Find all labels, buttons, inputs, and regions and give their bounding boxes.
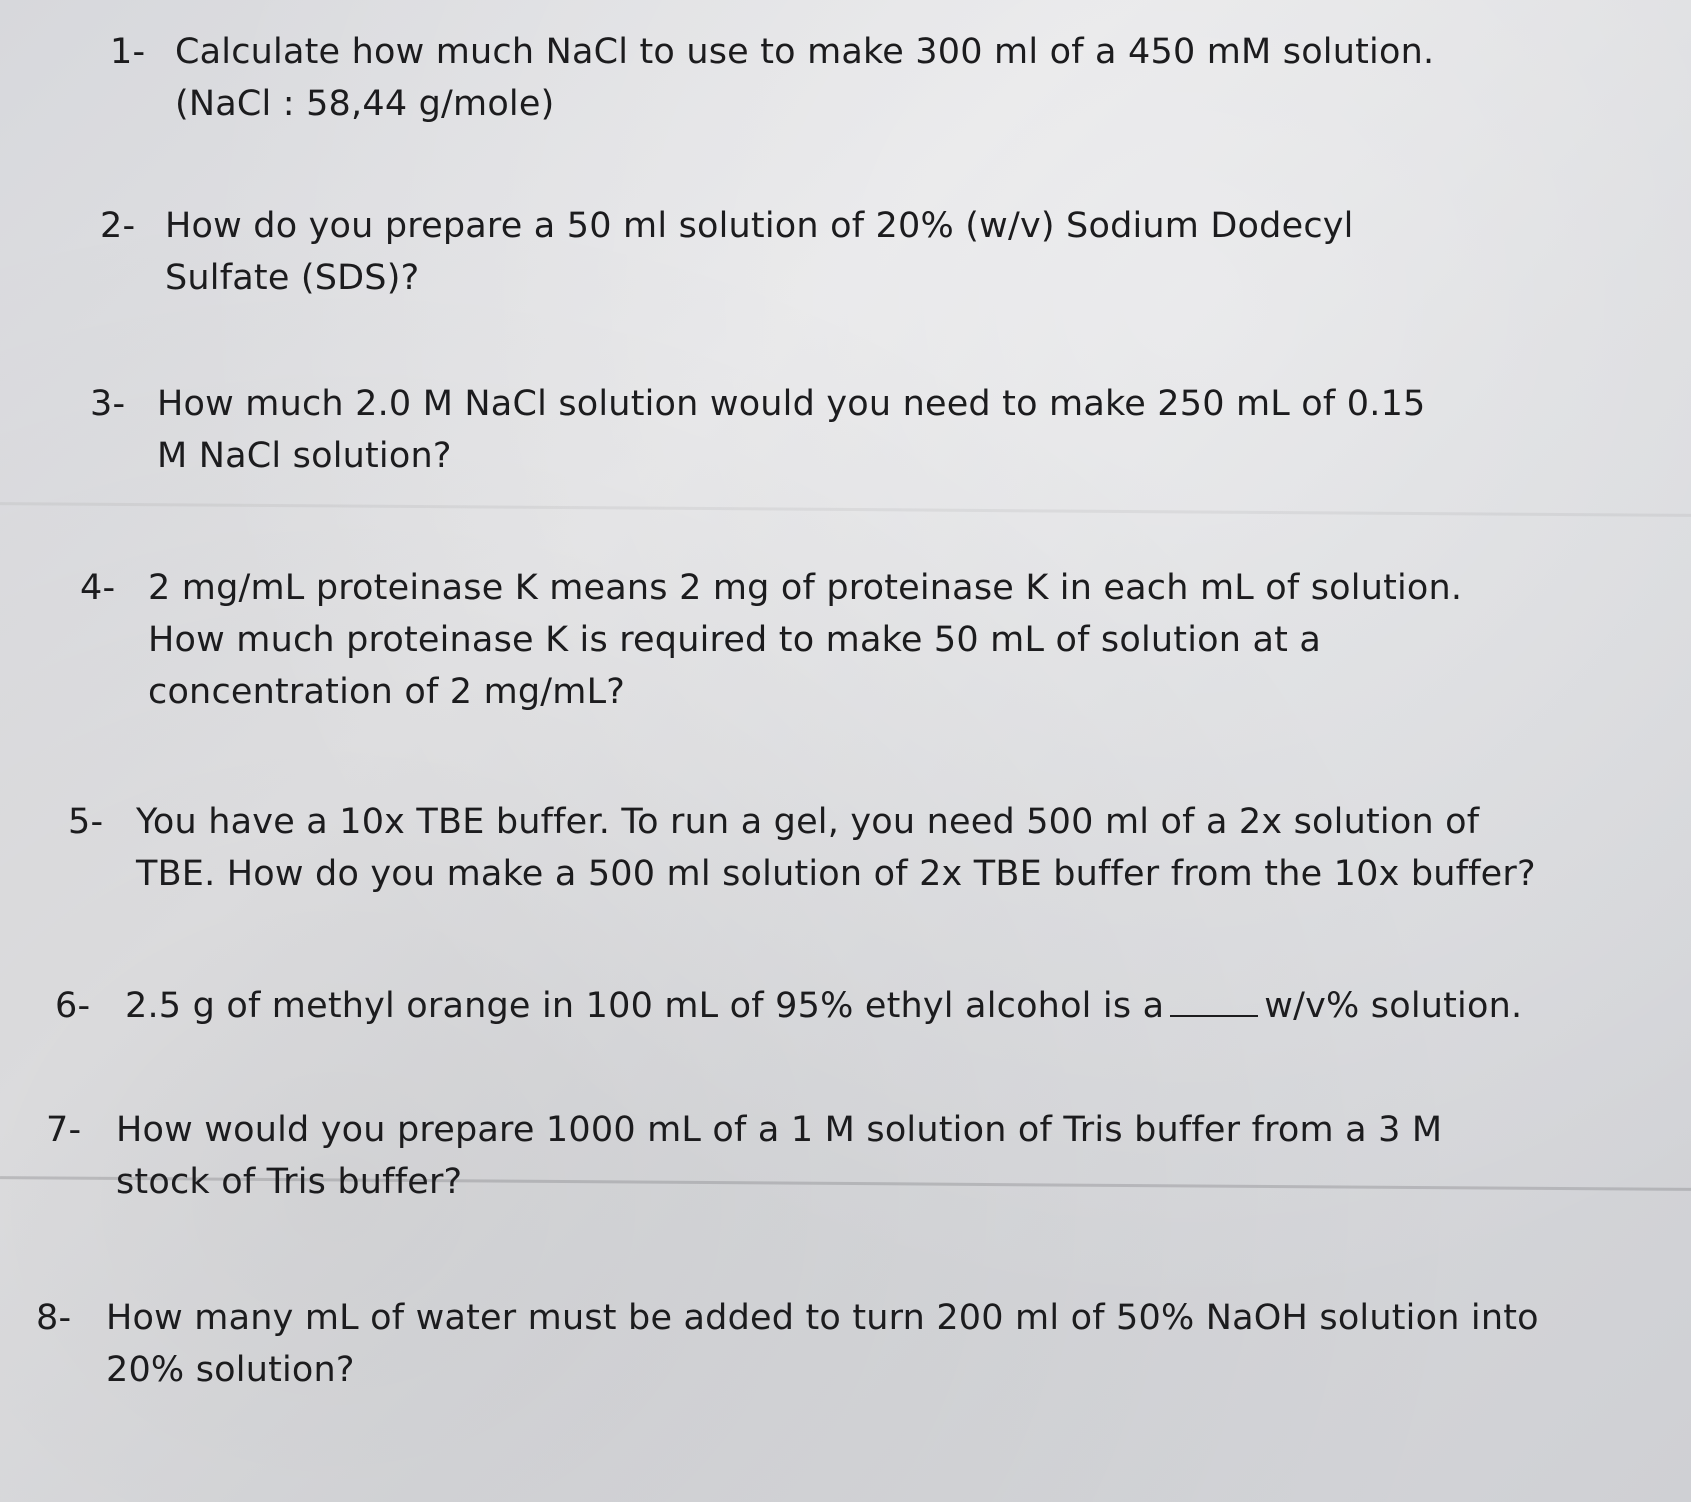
question-3 (90, 378, 1540, 488)
question-text-after-blank: w/v% solution. (1264, 986, 1523, 1026)
question-text: How much 2.0 M NaCl solution would you need to make 250 mL of 0.15 M NaCl solution? (157, 384, 1426, 476)
paper-fold-line (0, 502, 1691, 517)
question-number: 8- (36, 1298, 72, 1338)
question-text: How do you prepare a 50 ml solution of 20% (w/v) Sodium Dodecyl Sulfate (SDS)? (165, 206, 1354, 298)
answer-blank[interactable] (1170, 985, 1258, 1017)
question-text: 2 mg/mL proteinase K means 2 mg of proteinase K in each mL of solution. How much proteinase K is required to make 50 mL of solution at a concentration of 2 mg/mL? (148, 568, 1463, 712)
question-number: 5- (68, 802, 104, 842)
question-8 (36, 1292, 1556, 1402)
question-number: 6- (55, 986, 91, 1026)
question-text: Calculate how much NaCl to use to make 300 ml of a 450 mM solution. (NaCl : 58,44 g/mole) (175, 32, 1435, 124)
question-text: How would you prepare 1000 mL of a 1 M solution of Tris buffer from a 3 M stock of Tris buffer? (116, 1110, 1443, 1202)
question-7 (46, 1104, 1556, 1214)
question-5 (68, 796, 1548, 906)
question-number: 7- (46, 1110, 82, 1150)
question-6 (55, 980, 1555, 1040)
question-text-before-blank: 2.5 g of methyl orange in 100 mL of 95% ethyl alcohol is a (125, 986, 1165, 1026)
question-number: 1- (110, 32, 146, 72)
question-text: How many mL of water must be added to turn 200 ml of 50% NaOH solution into 20% solution? (106, 1298, 1539, 1390)
question-1 (110, 26, 1560, 136)
question-text: You have a 10x TBE buffer. To run a gel, you need 500 ml of a 2x solution of TBE. How do you make a 500 ml solution of 2x TBE buffer from the 10x buffer? (136, 802, 1536, 894)
question-4 (80, 562, 1540, 722)
question-number: 2- (100, 206, 136, 246)
question-number: 4- (80, 568, 116, 608)
question-text (125, 980, 1545, 1032)
question-number: 3- (90, 384, 126, 424)
question-2 (100, 200, 1550, 310)
